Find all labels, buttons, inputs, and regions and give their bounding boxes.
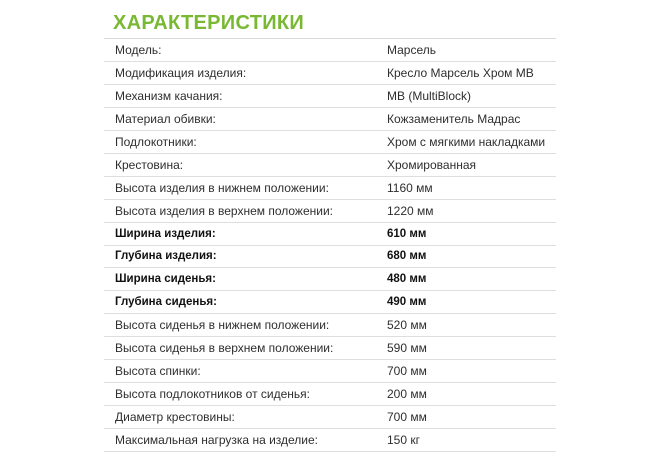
spec-label: Максимальная нагрузка на изделие: <box>104 428 376 451</box>
spec-row <box>104 245 556 268</box>
spec-value: 610 мм <box>376 222 556 245</box>
spec-row <box>104 108 556 131</box>
spec-label: Глубина изделия: <box>104 245 376 268</box>
spec-value: 700 мм <box>376 359 556 382</box>
spec-label: Глубина сиденья: <box>104 291 376 314</box>
spec-row <box>104 268 556 291</box>
spec-label: Высота сиденья в нижнем положении: <box>104 314 376 337</box>
spec-value: 520 мм <box>376 314 556 337</box>
spec-row <box>104 428 556 451</box>
spec-label: Высота изделия в нижнем положении: <box>104 176 376 199</box>
spec-value: 150 кг <box>376 428 556 451</box>
spec-label: Высота сиденья в верхнем положении: <box>104 337 376 360</box>
spec-value: 480 мм <box>376 268 556 291</box>
spec-label: Высота подлокотников от сиденья: <box>104 382 376 405</box>
spec-label: Модель: <box>104 39 376 62</box>
spec-label: Механизм качания: <box>104 85 376 108</box>
spec-label: Высота изделия в верхнем положении: <box>104 199 376 222</box>
spec-value: 200 мм <box>376 382 556 405</box>
specifications-table <box>104 39 556 452</box>
spec-value: Кресло Марсель Хром MB <box>376 62 556 85</box>
spec-value: Хром с мягкими накладками <box>376 131 556 154</box>
spec-value: Хромированная <box>376 153 556 176</box>
spec-value: 590 мм <box>376 337 556 360</box>
spec-row <box>104 291 556 314</box>
spec-value: 490 мм <box>376 291 556 314</box>
spec-row <box>104 176 556 199</box>
spec-row <box>104 337 556 360</box>
spec-value: 1220 мм <box>376 199 556 222</box>
spec-label: Подлокотники: <box>104 131 376 154</box>
spec-value: 680 мм <box>376 245 556 268</box>
spec-row <box>104 222 556 245</box>
section-title: ХАРАКТЕРИСТИКИ <box>113 12 305 34</box>
spec-value: Кожзаменитель Мадрас <box>376 108 556 131</box>
spec-row <box>104 153 556 176</box>
specifications-table-body <box>104 39 556 451</box>
spec-value: Марсель <box>376 39 556 62</box>
spec-label: Материал обивки: <box>104 108 376 131</box>
spec-row <box>104 405 556 428</box>
spec-row <box>104 39 556 62</box>
spec-row <box>104 382 556 405</box>
spec-label: Крестовина: <box>104 153 376 176</box>
spec-value: MB (MultiBlock) <box>376 85 556 108</box>
spec-label: Высота спинки: <box>104 359 376 382</box>
spec-row <box>104 199 556 222</box>
spec-row <box>104 62 556 85</box>
spec-label: Ширина изделия: <box>104 222 376 245</box>
spec-value: 700 мм <box>376 405 556 428</box>
spec-label: Диаметр крестовины: <box>104 405 376 428</box>
spec-row <box>104 314 556 337</box>
spec-label: Ширина сиденья: <box>104 268 376 291</box>
spec-row <box>104 359 556 382</box>
spec-row <box>104 131 556 154</box>
spec-value: 1160 мм <box>376 176 556 199</box>
spec-label: Модификация изделия: <box>104 62 376 85</box>
spec-row <box>104 85 556 108</box>
